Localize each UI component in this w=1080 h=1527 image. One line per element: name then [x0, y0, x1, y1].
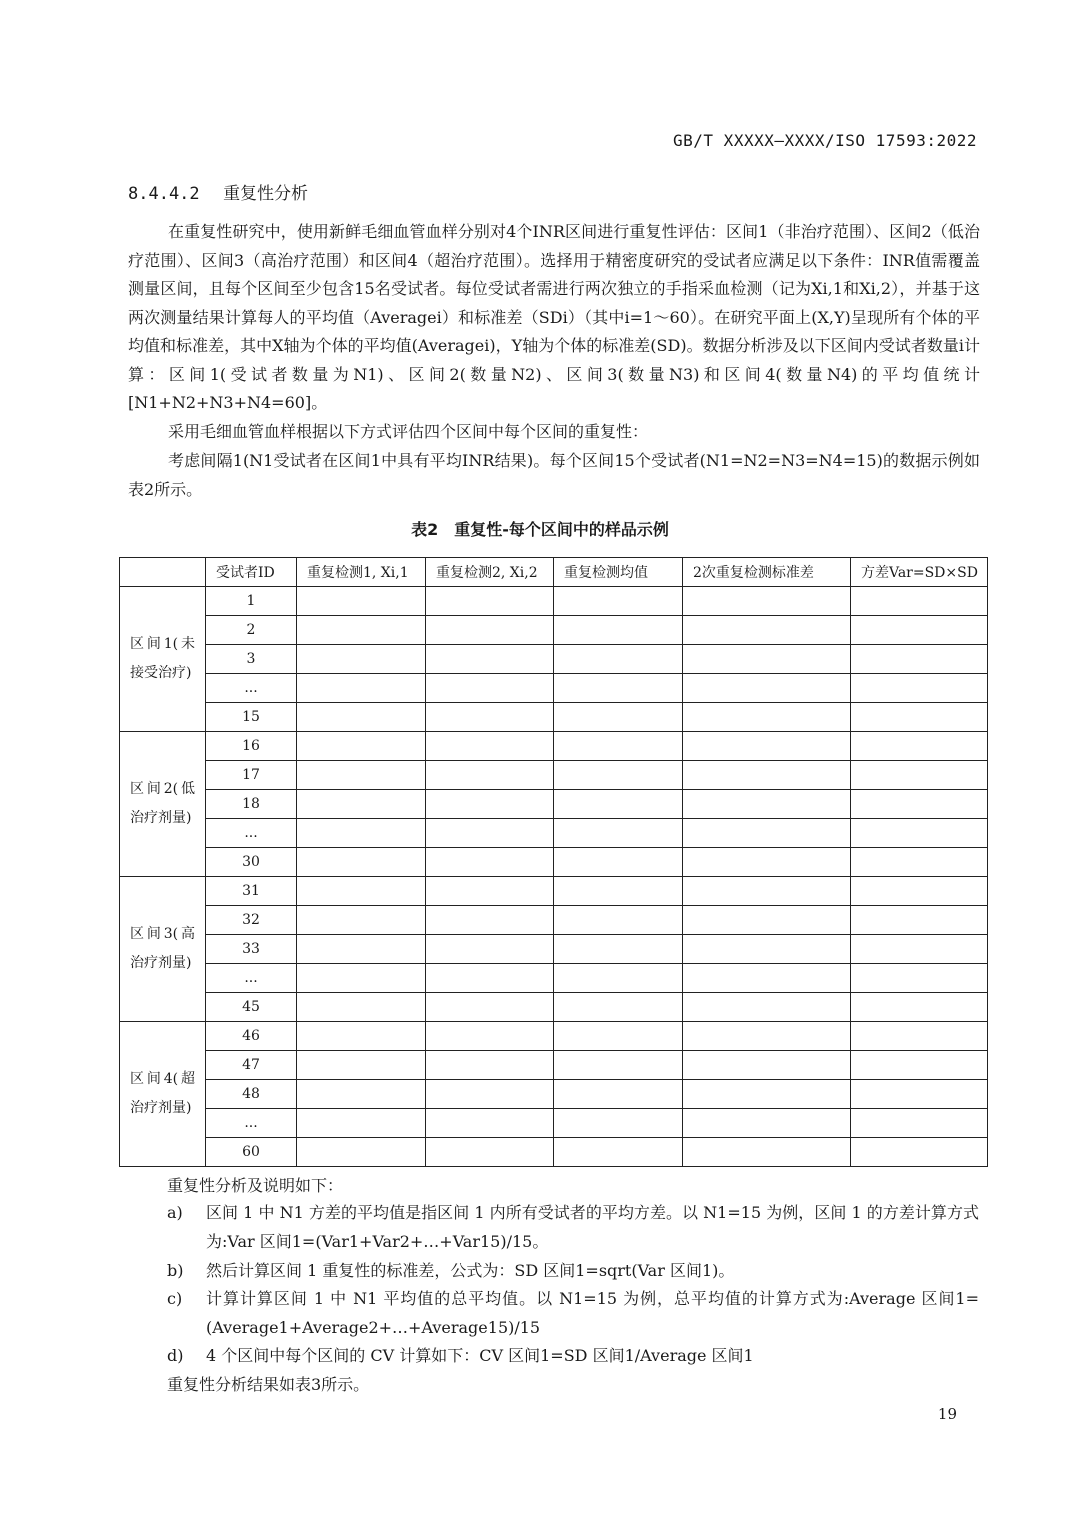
- list-item: [167, 1342, 979, 1371]
- interval-group-label: 区间4(超治疗剂量): [120, 1022, 206, 1167]
- empty-data-cell: [426, 761, 554, 790]
- empty-data-cell: [683, 877, 851, 906]
- table-row: [120, 616, 988, 645]
- empty-data-cell: [426, 790, 554, 819]
- empty-data-cell: [683, 732, 851, 761]
- subject-id-cell: ...: [206, 1109, 297, 1138]
- table-row: [120, 906, 988, 935]
- subject-id-cell: 33: [206, 935, 297, 964]
- empty-data-cell: [851, 964, 988, 993]
- empty-data-cell: [297, 1138, 426, 1167]
- empty-data-cell: [683, 703, 851, 732]
- empty-data-cell: [554, 1138, 683, 1167]
- analysis-intro: 重复性分析及说明如下：: [167, 1176, 344, 1195]
- subject-id-cell: 60: [206, 1138, 297, 1167]
- interval-group-label: 区间2(低治疗剂量): [120, 732, 206, 877]
- list-marker: b): [167, 1261, 184, 1280]
- empty-data-cell: [554, 587, 683, 616]
- empty-data-cell: [554, 964, 683, 993]
- empty-data-cell: [851, 848, 988, 877]
- section-title: 重复性分析: [223, 184, 309, 204]
- empty-data-cell: [851, 1051, 988, 1080]
- table-row: [120, 877, 988, 906]
- empty-data-cell: [683, 645, 851, 674]
- header-cell-group: [120, 558, 206, 587]
- empty-data-cell: [554, 1080, 683, 1109]
- empty-data-cell: [297, 1051, 426, 1080]
- empty-data-cell: [554, 616, 683, 645]
- table-body: [120, 587, 988, 1167]
- table-row: [120, 732, 988, 761]
- list-text: 区间 1 中 N1 方差的平均值是指区间 1 内所有受试者的平均方差。以 N1=15 为例，区间 1 的方差计算方式为:Var 区间1=(Var1+Var2+…+Var15)/15。: [206, 1203, 979, 1251]
- paragraph-method: 采用毛细血管血样根据以下方式评估四个区间中每个区间的重复性：: [168, 422, 649, 441]
- empty-data-cell: [426, 906, 554, 935]
- table-row: [120, 935, 988, 964]
- table-row: [120, 1080, 988, 1109]
- subject-id-cell: 30: [206, 848, 297, 877]
- empty-data-cell: [851, 1080, 988, 1109]
- header-cell-repeat-1: 重复检测1, Xi,1: [297, 558, 426, 587]
- empty-data-cell: [683, 848, 851, 877]
- empty-data-cell: [426, 674, 554, 703]
- document-header: GB/T XXXXX—XXXX/ISO 17593:2022: [673, 131, 977, 150]
- empty-data-cell: [683, 761, 851, 790]
- empty-data-cell: [554, 790, 683, 819]
- list-item: [167, 1285, 979, 1342]
- table-row: [120, 1138, 988, 1167]
- empty-data-cell: [426, 935, 554, 964]
- table-row: [120, 761, 988, 790]
- subject-id-cell: 32: [206, 906, 297, 935]
- empty-data-cell: [426, 645, 554, 674]
- subject-id-cell: 1: [206, 587, 297, 616]
- empty-data-cell: [554, 732, 683, 761]
- header-cell-variance: 方差Var=SD×SD: [851, 558, 988, 587]
- table-row: [120, 703, 988, 732]
- empty-data-cell: [426, 616, 554, 645]
- empty-data-cell: [554, 877, 683, 906]
- empty-data-cell: [426, 587, 554, 616]
- empty-data-cell: [554, 761, 683, 790]
- empty-data-cell: [297, 993, 426, 1022]
- list-item: [167, 1257, 979, 1286]
- table-caption: 表2 重复性-每个区间中的样品示例: [411, 520, 669, 539]
- table-row: [120, 1022, 988, 1051]
- empty-data-cell: [554, 935, 683, 964]
- header-cell-repeat-2: 重复检测2, Xi,2: [426, 558, 554, 587]
- subject-id-cell: 31: [206, 877, 297, 906]
- sample-table: [119, 557, 988, 1167]
- subject-id-cell: 17: [206, 761, 297, 790]
- subject-id-cell: ...: [206, 964, 297, 993]
- list-marker: a): [167, 1203, 183, 1222]
- subject-id-cell: 48: [206, 1080, 297, 1109]
- empty-data-cell: [683, 1138, 851, 1167]
- empty-data-cell: [426, 848, 554, 877]
- analysis-result-note: 重复性分析结果如表3所示。: [167, 1375, 370, 1394]
- empty-data-cell: [554, 848, 683, 877]
- empty-data-cell: [683, 1080, 851, 1109]
- empty-data-cell: [297, 964, 426, 993]
- header-cell-sd: 2次重复检测标准差: [683, 558, 851, 587]
- empty-data-cell: [851, 703, 988, 732]
- empty-data-cell: [851, 1109, 988, 1138]
- empty-data-cell: [426, 964, 554, 993]
- empty-data-cell: [683, 616, 851, 645]
- empty-data-cell: [851, 993, 988, 1022]
- empty-data-cell: [851, 761, 988, 790]
- empty-data-cell: [297, 1022, 426, 1051]
- table-header-row: [120, 558, 988, 587]
- list-text: 计算计算区间 1 中 N1 平均值的总平均值。以 N1=15 为例，总平均值的计算方式为:Average 区间1=(Average1+Average2+…+Average15)/15: [206, 1289, 979, 1337]
- empty-data-cell: [683, 790, 851, 819]
- empty-data-cell: [297, 761, 426, 790]
- empty-data-cell: [851, 674, 988, 703]
- table-row: [120, 1109, 988, 1138]
- empty-data-cell: [554, 703, 683, 732]
- table-row: [120, 848, 988, 877]
- empty-data-cell: [683, 906, 851, 935]
- empty-data-cell: [683, 935, 851, 964]
- empty-data-cell: [554, 1109, 683, 1138]
- list-text: 然后计算区间 1 重复性的标准差，公式为：SD 区间1=sqrt(Var 区间1)。: [206, 1261, 735, 1280]
- subject-id-cell: 47: [206, 1051, 297, 1080]
- empty-data-cell: [426, 1080, 554, 1109]
- interval-group-label: 区间1(未接受治疗): [120, 587, 206, 732]
- empty-data-cell: [683, 819, 851, 848]
- paragraph-example: 考虑间隔1(N1受试者在区间1中具有平均INR结果)。每个区间15个受试者(N1=N2=N3=N4=15)的数据示例如表2所示。: [128, 451, 980, 499]
- empty-data-cell: [683, 1051, 851, 1080]
- empty-data-cell: [851, 935, 988, 964]
- header-cell-subject-id: 受试者ID: [206, 558, 297, 587]
- empty-data-cell: [426, 732, 554, 761]
- empty-data-cell: [297, 877, 426, 906]
- empty-data-cell: [683, 1109, 851, 1138]
- empty-data-cell: [297, 1080, 426, 1109]
- table-row: [120, 993, 988, 1022]
- table-row: [120, 587, 988, 616]
- empty-data-cell: [683, 993, 851, 1022]
- empty-data-cell: [851, 906, 988, 935]
- empty-data-cell: [297, 819, 426, 848]
- empty-data-cell: [851, 790, 988, 819]
- empty-data-cell: [426, 1022, 554, 1051]
- subject-id-cell: 16: [206, 732, 297, 761]
- empty-data-cell: [683, 587, 851, 616]
- list-marker: c): [167, 1289, 183, 1308]
- interval-group-label: 区间3(高治疗剂量): [120, 877, 206, 1022]
- table-row: [120, 1051, 988, 1080]
- empty-data-cell: [426, 819, 554, 848]
- empty-data-cell: [683, 1022, 851, 1051]
- empty-data-cell: [426, 993, 554, 1022]
- list-marker: d): [167, 1346, 184, 1365]
- table-row: [120, 964, 988, 993]
- empty-data-cell: [554, 1022, 683, 1051]
- empty-data-cell: [851, 1022, 988, 1051]
- empty-data-cell: [554, 906, 683, 935]
- empty-data-cell: [426, 1138, 554, 1167]
- empty-data-cell: [683, 964, 851, 993]
- empty-data-cell: [554, 1051, 683, 1080]
- empty-data-cell: [297, 1109, 426, 1138]
- empty-data-cell: [297, 935, 426, 964]
- empty-data-cell: [426, 703, 554, 732]
- table-row: [120, 645, 988, 674]
- empty-data-cell: [426, 877, 554, 906]
- subject-id-cell: 18: [206, 790, 297, 819]
- subject-id-cell: 45: [206, 993, 297, 1022]
- empty-data-cell: [297, 616, 426, 645]
- empty-data-cell: [297, 906, 426, 935]
- empty-data-cell: [851, 1138, 988, 1167]
- subject-id-cell: 3: [206, 645, 297, 674]
- empty-data-cell: [297, 848, 426, 877]
- subject-id-cell: ...: [206, 819, 297, 848]
- empty-data-cell: [297, 587, 426, 616]
- empty-data-cell: [297, 790, 426, 819]
- subject-id-cell: 46: [206, 1022, 297, 1051]
- empty-data-cell: [851, 645, 988, 674]
- table-row: [120, 819, 988, 848]
- list-item: [167, 1199, 979, 1256]
- empty-data-cell: [851, 732, 988, 761]
- empty-data-cell: [297, 645, 426, 674]
- list-text: 4 个区间中每个区间的 CV 计算如下：CV 区间1=SD 区间1/Average 区间1: [206, 1346, 754, 1365]
- empty-data-cell: [554, 645, 683, 674]
- empty-data-cell: [554, 674, 683, 703]
- empty-data-cell: [297, 703, 426, 732]
- empty-data-cell: [426, 1109, 554, 1138]
- empty-data-cell: [297, 732, 426, 761]
- page-number: 19: [937, 1405, 957, 1423]
- empty-data-cell: [554, 993, 683, 1022]
- subject-id-cell: 15: [206, 703, 297, 732]
- empty-data-cell: [683, 674, 851, 703]
- paragraph-intro: 在重复性研究中，使用新鲜毛细血管血样分别对4个INR区间进行重复性评估：区间1（非治疗范围）、区间2（低治疗范围）、区间3（高治疗范围）和区间4（超治疗范围）。选择用于精密度研究的受试者应满足以下条件：INR值需覆盖测量区间，且每个区间至少包含15名受试者。每位受试者需进行两次独立的手指采血检测（记为Xi,1和Xi,2），并基于这两次测量结果计算每人的平均值（Averagei）和标准差（SDi）（其中i=1～60）。在研究平面上(X,Y)呈现所有个体的平均值和标准差，其中X轴为个体的平均值(Averagei)，Y轴为个体的标准差(SD)。数据分析涉及以下区间内受试者数量i计算：区间1(受试者数量为N1)、区间2(数量N2)、区间3(数量N3)和区间4(数量N4)的平均值统计[N1+N2+N3+N4=60]。: [128, 222, 980, 412]
- empty-data-cell: [851, 877, 988, 906]
- empty-data-cell: [297, 674, 426, 703]
- subject-id-cell: ...: [206, 674, 297, 703]
- section-heading: [128, 179, 308, 204]
- table-row: [120, 790, 988, 819]
- table-row: [120, 674, 988, 703]
- empty-data-cell: [426, 1051, 554, 1080]
- header-cell-mean: 重复检测均值: [554, 558, 683, 587]
- empty-data-cell: [851, 587, 988, 616]
- section-number: 8.4.4.2: [128, 184, 200, 204]
- subject-id-cell: 2: [206, 616, 297, 645]
- empty-data-cell: [851, 819, 988, 848]
- empty-data-cell: [851, 616, 988, 645]
- empty-data-cell: [554, 819, 683, 848]
